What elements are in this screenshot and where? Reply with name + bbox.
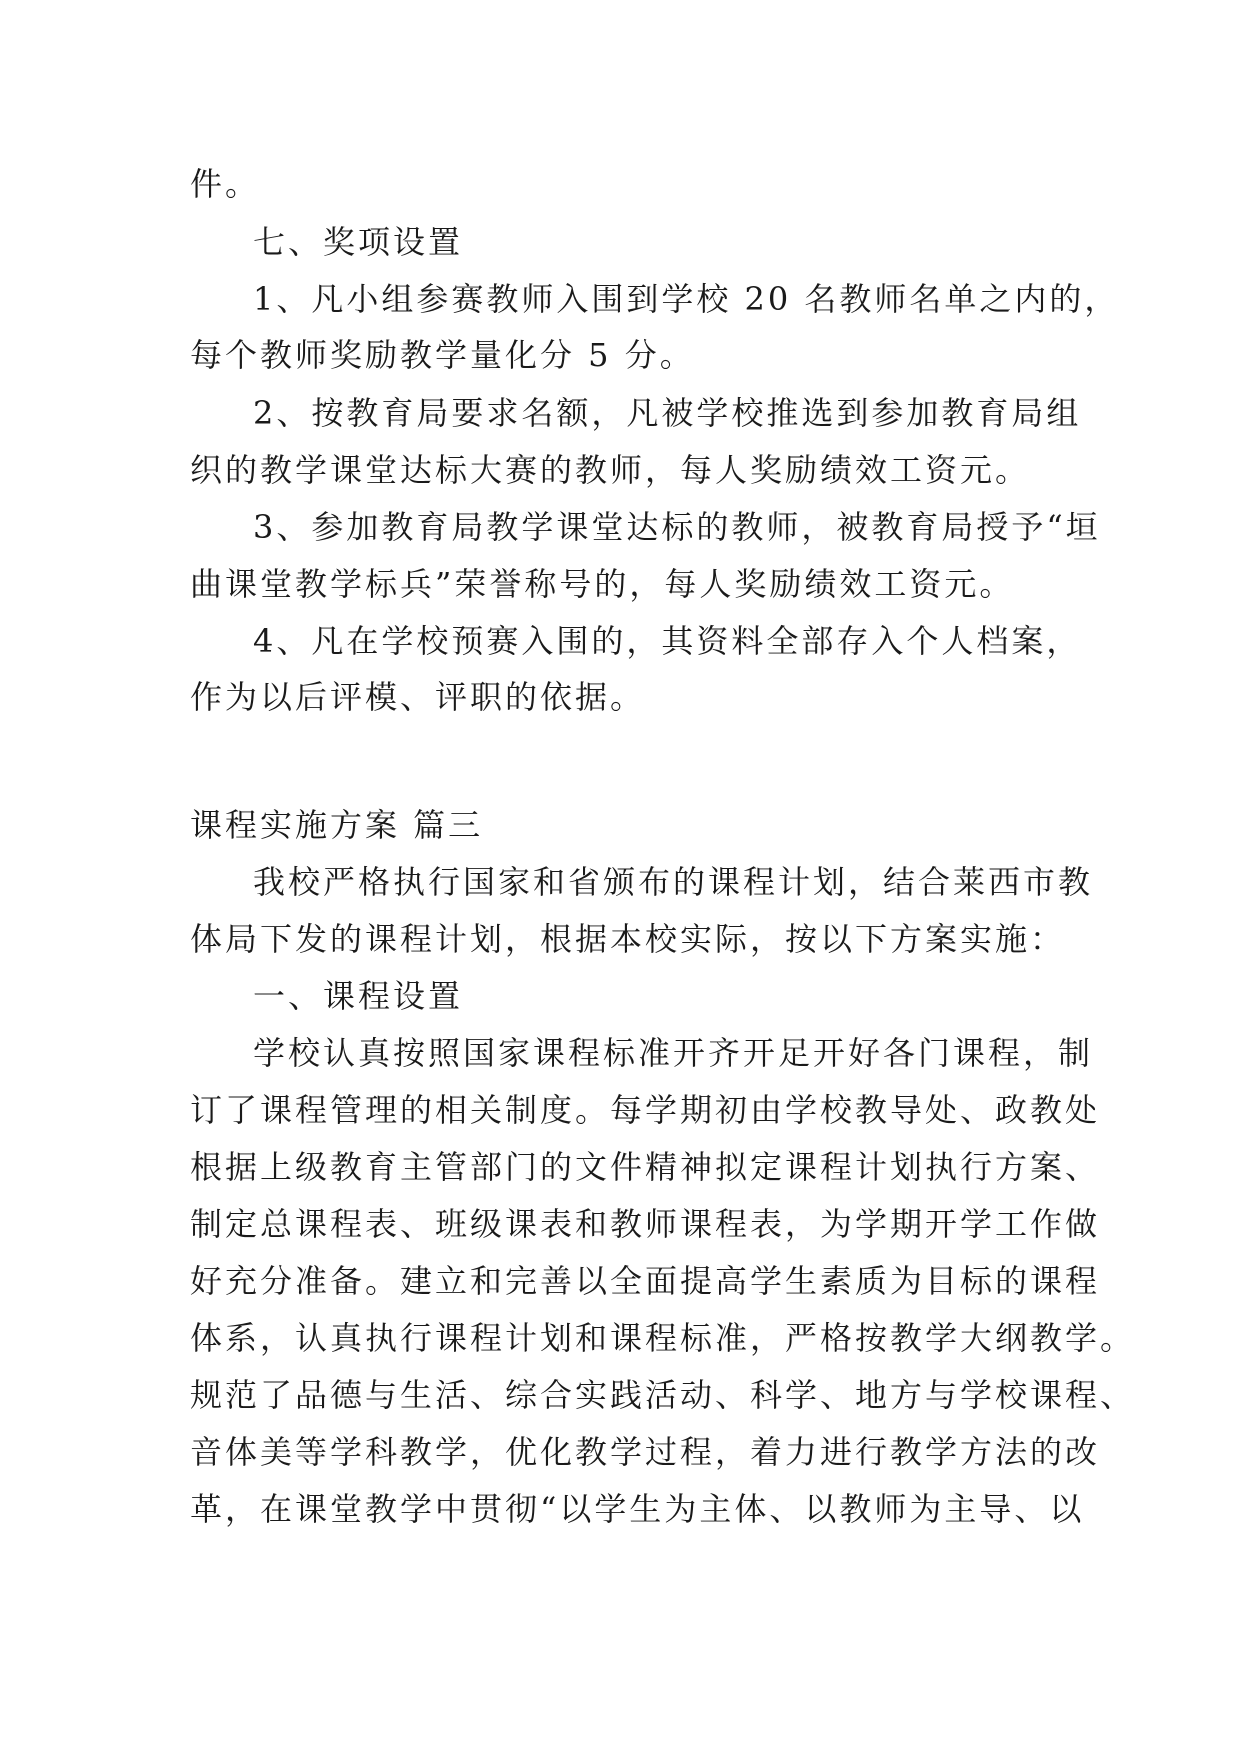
text-line: 体系，认真执行课程计划和课程标准，严格按教学大纲教学。: [190, 1319, 1136, 1357]
text-line: 根据上级教育主管部门的文件精神拟定课程计划执行方案、: [190, 1148, 1101, 1186]
text-line: 每个教师奖励教学量化分 5 分。: [190, 336, 695, 374]
section-heading: 七、奖项设置: [253, 223, 464, 261]
text-line: 件。: [190, 165, 261, 203]
section-title: 课程实施方案 篇三: [190, 806, 484, 844]
text-line: 订了课程管理的相关制度。每学期初由学校教导处、政教处: [190, 1091, 1101, 1129]
text-line: 3、参加教育局教学课堂达标的教师，被教育局授予“垣: [253, 508, 1101, 546]
text-line: 革，在课堂教学中贯彻“以学生为主体、以教师为主导、以: [190, 1490, 1085, 1528]
text-line: 音体美等学科教学，优化教学过程，着力进行教学方法的改: [190, 1433, 1101, 1471]
text-line: 制定总课程表、班级课表和教师课程表，为学期开学工作做: [190, 1205, 1101, 1243]
text-line: 好充分准备。建立和完善以全面提高学生素质为目标的课程: [190, 1262, 1101, 1300]
text-line: 1、凡小组参赛教师入围到学校 20 名教师名单之内的，: [253, 280, 1120, 318]
text-line: 织的教学课堂达标大赛的教师，每人奖励绩效工资元。: [190, 451, 1031, 489]
text-line: 曲课堂教学标兵”荣誉称号的，每人奖励绩效工资元。: [190, 565, 1015, 603]
text-line: 体局下发的课程计划，根据本校实际，按以下方案实施：: [190, 920, 1066, 958]
text-line: 我校严格执行国家和省颁布的课程计划，结合莱西市教: [253, 863, 1094, 901]
section-heading: 一、课程设置: [253, 977, 464, 1015]
text-line: 学校认真按照国家课程标准开齐开足开好各门课程，制: [253, 1034, 1094, 1072]
text-line: 作为以后评模、评职的依据。: [190, 678, 646, 716]
text-line: 4、凡在学校预赛入围的，其资料全部存入个人档案，: [253, 622, 1082, 660]
text-line: 规范了品德与生活、综合实践活动、科学、地方与学校课程、: [190, 1376, 1136, 1414]
text-line: 2、按教育局要求名额，凡被学校推选到参加教育局组: [253, 394, 1082, 432]
